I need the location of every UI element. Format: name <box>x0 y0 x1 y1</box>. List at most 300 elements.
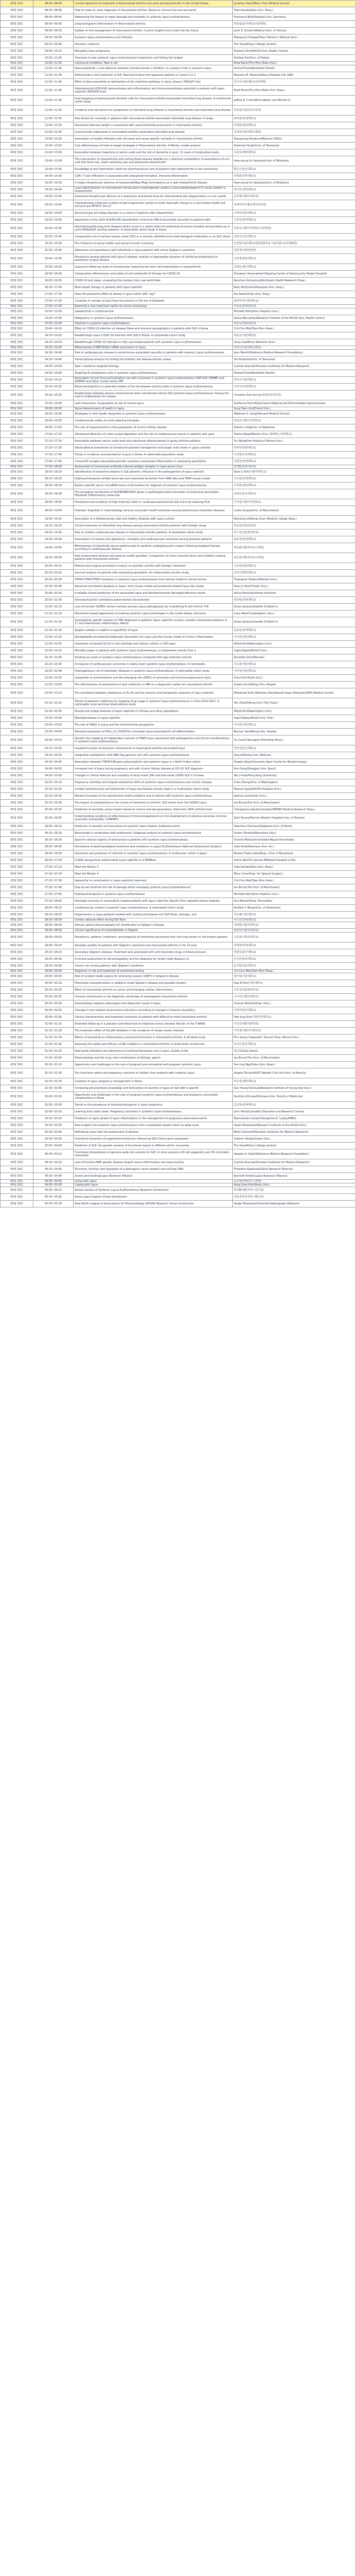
table-row <box>1 86 355 96</box>
speaker-cell: 한승민(국립의료원) <box>233 523 355 530</box>
time-cell: 14:20~14:30 <box>33 346 74 350</box>
speaker-cell: 이미경(이화여자대학교) <box>233 1028 355 1034</box>
speaker-cell: Masayoshi Harigai(Tokyo Women's Medical Univ.) <box>233 34 355 41</box>
table-row <box>1 62 355 65</box>
time-cell: 14:50~15:00 <box>33 370 74 377</box>
date-cell: 05월 19일 <box>1 489 33 499</box>
date-cell: 05월 19일 <box>1 210 33 217</box>
speaker-cell: 박성환(대한루푸스연구회) <box>233 1187 355 1194</box>
speaker-cell: 이지원(이화여자대학교) <box>233 499 355 506</box>
date-cell: 05월 19일 <box>1 122 33 129</box>
title-cell: Structural gut and sleep disorders in a cohort of patients with osteoarthritis <box>74 210 233 217</box>
table-row <box>1 987 355 994</box>
title-cell: Changes in the medical environment and ethics according to changes in forensic psychiatry <box>74 1007 233 1014</box>
table-row <box>1 942 355 949</box>
time-cell: 17:50~18:00 <box>33 465 74 469</box>
speaker-cell: John Hanly(Canadian Education and Research Centre) <box>233 1109 355 1116</box>
speaker-cell: Sasha Bernatsky(Research Institute of the McGill Univ. Health Centre) <box>233 315 355 322</box>
table-row <box>1 1149 355 1159</box>
table-row <box>1 530 355 536</box>
speaker-cell: Josef S. Smolen(Medical Univ. of Vienna) <box>233 28 355 34</box>
table-row <box>1 377 355 384</box>
speaker-cell: 곽동화(대한류마티스학회) <box>233 543 355 553</box>
title-cell: Covariety in number of gout flare recurrences in the era of Dalbotein <box>74 298 233 305</box>
table-row <box>1 688 355 698</box>
title-cell: Exploring a new treatment option for active ankylosing <box>74 305 233 308</box>
title-cell: Heterogeneous risk of rheumatic diseases in systemic lupus erythematosus: A nationwide cohort study <box>74 668 233 675</box>
title-cell: Current approach to treatment of Rheumatoid arthritis and axial spondyloarthritis in the United States <box>74 1 233 7</box>
date-cell: 05월 19일 <box>1 844 33 850</box>
time-cell: 33:20~33:30 <box>33 1122 74 1129</box>
time-cell: 24:50~25:00 <box>33 773 74 779</box>
speaker-cell: 안수민(충남대학교) <box>233 956 355 963</box>
time-cell: 34:40~34:50 <box>33 1180 74 1183</box>
table-row <box>1 766 355 773</box>
speaker-cell: 하은혜(서울대학교) <box>233 912 355 918</box>
time-cell: 33:30~33:40 <box>33 1129 74 1136</box>
title-cell: Chronic/Fe receptor-associated periodic syndrome associated inflammation in ankylosing spondylitis <box>74 458 233 465</box>
table-row <box>1 807 355 813</box>
table-row <box>1 970 355 973</box>
date-cell: 05월 19일 <box>1 326 33 332</box>
time-cell: 08:00~08:40 <box>33 7 74 14</box>
speaker-cell: Jonathan Kay(UMass Chan Medical School) <box>233 1 355 7</box>
title-cell: Comparative effectiveness and safety of anti-interleukin-6 therapy for COVID-19 <box>74 271 233 278</box>
time-cell: 13:40~13:50 <box>33 150 74 156</box>
speaker-cell: Sanjiv Baxstoone(Research Institute of the McGill Univ.) <box>233 1122 355 1129</box>
speaker-cell: Shan Li Kim(이화여대학교) <box>233 469 355 476</box>
date-cell: 05월 19일 <box>1 370 33 377</box>
title-cell: Calcineurin inhibitors: New & old <box>74 62 233 65</box>
time-cell: 28:50~29:00 <box>33 933 74 942</box>
title-cell: Anifrolumab in the treatment of SLE: Real-world data from Japanese patients in Cohort 1 & 2 <box>74 72 233 79</box>
speaker-cell: Marie-Josée Lambert(Seraphine E. Lusky(AMRI)) <box>233 1116 355 1122</box>
time-cell: 34:30~34:40 <box>33 1173 74 1180</box>
table-row <box>1 254 355 264</box>
date-cell: 05월 19일 <box>1 390 33 400</box>
time-cell: 23:00~23:10 <box>33 688 74 698</box>
date-cell: 05월 19일 <box>1 7 33 14</box>
time-cell: 08:00~08:40 <box>33 14 74 21</box>
table-row <box>1 1159 355 1166</box>
time-cell: 16:30~17:00 <box>33 284 74 291</box>
time-cell: 22:50~23:00 <box>33 682 74 688</box>
speaker-cell: Betty Diamond(Feinstein Institutes for Medical Research) <box>233 1129 355 1136</box>
time-cell: 09:15~09:45 <box>33 34 74 41</box>
date-cell: 05월 19일 <box>1 1092 33 1102</box>
title-cell: Systemic lupus erythematosus and infection <box>74 34 233 41</box>
title-cell: The intervention of osteoarthritis and cortical-bone disease disorder by a selective constellation of associations of uric acid with bone loss, lower extremity pain and advanced osteoarthritis <box>74 156 233 166</box>
time-cell: 29:50~30:00 <box>33 973 74 980</box>
time-cell: 15:30~15:40 <box>33 234 74 240</box>
table-row <box>1 793 355 800</box>
table-row <box>1 217 355 224</box>
speaker-cell: 정상현(연세대학교) <box>233 597 355 604</box>
time-cell: 21:10~21:20 <box>33 611 74 617</box>
date-cell: 05월 19일 <box>1 418 33 424</box>
title-cell: Mechanism-based approaches to treating systemic lupus phenotypes in the innate kidney outcomes <box>74 611 233 617</box>
time-cell: 29:40~29:50 <box>33 970 74 973</box>
speaker-cell: Richard Furie(Northwell Health) <box>233 65 355 72</box>
title-cell: Local administration of recombinant human bone morphogenetic protein-2 and osteoprotegerin-Fc fusion protein in osteoarthritis <box>74 187 233 193</box>
title-cell: Predictors of rapid uptake of lupus inflammation in the management of pregnancy-associated events <box>74 1116 233 1122</box>
table-row <box>1 1143 355 1149</box>
table-row <box>1 857 355 864</box>
title-cell: Dermatomyositis: Limitations-parenchymal characteristic <box>74 597 233 604</box>
time-cell: 30:50~31:00 <box>33 1014 74 1021</box>
title-cell: Effects of baricitinib on inflammatory and physical function in rheumatoid arthritis: A 24-week study <box>74 1034 233 1041</box>
table-row <box>1 1187 355 1194</box>
table-row <box>1 1180 355 1183</box>
title-cell: Trends of Japanese medicines by mapping drug usage in systemic lupus erythematosus in China 2010-2017: A nationwide cross-sectional observational study <box>74 698 233 708</box>
table-row <box>1 698 355 708</box>
table-row <box>1 187 355 193</box>
time-cell: 18:40~18:50 <box>33 499 74 506</box>
date-cell: 05월 19일 <box>1 452 33 458</box>
table-row <box>1 929 355 933</box>
title-cell: Predictors of severity and recurrence of systemic lupus-related childhood events <box>74 823 233 830</box>
time-cell: 14:40~14:50 <box>33 210 74 217</box>
title-cell: Pregnancy mortality and hospital admissions (HIV) of systemic lupus erythematosus and chronic disease <box>74 779 233 786</box>
table-row <box>1 476 355 482</box>
time-cell: 33:40~33:50 <box>33 1136 74 1143</box>
date-cell: 05월 19일 <box>1 14 33 21</box>
speaker-cell: Manuel Ugarte(HCRU Hospital Univ.) <box>233 786 355 793</box>
speaker-cell: Yuko Onda(Pazmany Univ. Inc.) <box>233 844 355 850</box>
speaker-cell: Kenneth Farber(Lupus Research Alliance) <box>233 1173 355 1180</box>
speaker-cell: 민지나(서울대학교의과대학) <box>233 79 355 86</box>
date-cell: 05월 19일 <box>1 1173 33 1180</box>
date-cell: 05월 19일 <box>1 987 33 994</box>
table-row <box>1 682 355 688</box>
date-cell: 05월 19일 <box>1 1149 33 1159</box>
speaker-cell: Brad Rovin(The Ohio State Univ. Hosp.) <box>233 86 355 96</box>
time-cell: 18:30~18:40 <box>33 489 74 499</box>
time-cell: 26:10~26:20 <box>33 830 74 837</box>
date-cell: 05월 19일 <box>1 604 33 611</box>
speaker-cell: Ian Bruce(The Univ. of Manchester) <box>233 800 355 807</box>
speaker-cell: Cynthia Aranow(Feinstein Institutes for Medical Research) <box>233 1159 355 1166</box>
speaker-cell: 양진수(서울대학교) <box>233 377 355 384</box>
title-cell: Investigating specific subsets of CMR dispersed in pediatric lupus nephritis uncover complex interactions between IL-17 and downstream inflammatory effects <box>74 617 233 627</box>
date-cell: 05월 19일 <box>1 1180 33 1183</box>
table-row <box>1 482 355 489</box>
table-row <box>1 641 355 648</box>
time-cell: 20:10~20:20 <box>33 570 74 577</box>
speaker-cell: 황은수(울산대학교) <box>233 166 355 173</box>
title-cell: Risk of incident stable angina for sclerosing vessels (SSMT) in Sjögren's disease <box>74 973 233 980</box>
time-cell: 18:00~18:10 <box>33 469 74 476</box>
table-row <box>1 994 355 1000</box>
speaker-cell: Hee Jung Kim(이화여자대학교) <box>233 1014 355 1021</box>
schedule-table <box>0 0 355 1208</box>
title-cell: Multi-target therapy in patients with lupus nephritis <box>74 284 233 291</box>
speaker-cell: Kunihiro Ichinose(Shimane Univ. Faculty of Medicine) <box>233 1092 355 1102</box>
speaker-cell: Matthew H. Liang(Harvard Medical School) <box>233 411 355 418</box>
date-cell: 05월 19일 <box>1 356 33 363</box>
table-row <box>1 173 355 180</box>
speaker-cell: 윤정재(가톨릭대학교) <box>233 193 355 200</box>
table-row <box>1 837 355 844</box>
title-cell: Identification of exosomal proteins in SLE patients: Influence in the pathogenesis of lupus nephritis <box>74 469 233 476</box>
table-row <box>1 298 355 305</box>
speaker-cell: Manning Li(Peking Union Medical College Hosp.) <box>233 516 355 523</box>
title-cell: Dermatomyositis-lung liver disease mimics score is a useful index for predicting all-cause mortality during follow-up in cyclo-MDA/ISLRF positive patients: A nationwide cohort study in Korea <box>74 224 233 234</box>
title-cell: Hydroxychloroquine inhibits bone loss and osteoclast formation from RAW data and TRAP-mouse model <box>74 476 233 482</box>
time-cell: 30:30~30:40 <box>33 1000 74 1007</box>
table-row <box>1 106 355 116</box>
time-cell: 27:00~27:10 <box>33 864 74 871</box>
time-cell: 27:20~27:30 <box>33 878 74 884</box>
title-cell: Zetomipzomib (KZR-616) demonstrates anti-inflammatory and immunomodulatory potential in patients with lupus nephritis (MISSION trial) <box>74 86 233 96</box>
table-row <box>1 284 355 291</box>
table-row <box>1 234 355 240</box>
title-cell: Abnormal microbiota dysbiosis in lupus: from mouse model and proteome-related lupus like model <box>74 583 233 590</box>
speaker-cell: 김방준(연세대학교) <box>233 458 355 465</box>
time-cell: 25:40~25:50 <box>33 807 74 813</box>
table-row <box>1 356 355 363</box>
table-row <box>1 322 355 326</box>
title-cell: Trends in the prevalence of hydroxychloroquine in lupus pregnancy <box>74 1102 233 1109</box>
time-cell: 16:00~16:30 <box>33 271 74 278</box>
date-cell: 05월 19일 <box>1 918 33 922</box>
date-cell: 05월 19일 <box>1 563 33 570</box>
table-row <box>1 150 355 156</box>
date-cell: 05월 19일 <box>1 1062 33 1068</box>
speaker-cell: Francesca Bosi(Hospital Univ. Germany) <box>233 14 355 21</box>
time-cell: 14:10~14:20 <box>33 332 74 339</box>
date-cell: 05월 19일 <box>1 837 33 844</box>
speaker-cell: 고운흥(가톨릭대학교) <box>233 933 355 942</box>
title-cell: Prevalence and incidence of high-intensity statin in cardiovascular/sclerosis SLE micro by reducing FCN <box>74 499 233 506</box>
time-cell: 15:30~15:40 <box>33 240 74 247</box>
date-cell: 05월 19일 <box>1 752 33 759</box>
date-cell: 05월 19일 <box>1 1028 33 1034</box>
title-cell: Persistence of pharmacological treatment and resistance in Lupus Erythematosus National Assessment Systems <box>74 844 233 850</box>
title-cell: Relationships between plasma mesenchymal stem cell-derived clinical SLE systemic lupus erythematosus: Paving the road to implantation for relapse <box>74 390 233 400</box>
table-row <box>1 129 355 136</box>
date-cell: 05월 19일 <box>1 963 33 970</box>
table-row <box>1 553 355 563</box>
speaker-cell: Michelle Petri(Johns Hopkins Univ.) <box>233 891 355 898</box>
time-cell: 35:20~35:30 <box>33 1201 74 1208</box>
table-row <box>1 278 355 284</box>
title-cell: Coping with lupus <box>74 1183 233 1187</box>
table-row <box>1 166 355 173</box>
time-cell: 19:50~20:00 <box>33 553 74 563</box>
speaker-cell: Chi-Chiu Mok(Tuen Mun Hosp.) <box>233 970 355 973</box>
date-cell: 05월 19일 <box>1 878 33 884</box>
table-row <box>1 193 355 200</box>
title-cell: Increasing pre-eclampsia knowledge and biomarkers of severity of lupus on SLE with a specific <box>74 1085 233 1092</box>
time-cell: 15:20~15:30 <box>33 390 74 400</box>
speaker-cell: Goo Young Park(Lee/Research Institute of Chung Ang Univ.) <box>233 1085 355 1092</box>
date-cell: 05월 19일 <box>1 611 33 617</box>
speaker-cell: 김하나(한양대학교) <box>233 570 355 577</box>
time-cell: 23:20~23:30 <box>33 708 74 715</box>
speaker-cell: Alfred Kim(Washington Univ.) <box>233 641 355 648</box>
time-cell: 31:10~31:20 <box>33 1028 74 1034</box>
title-cell: D-SLW nanoparticle antimicrobial lupus nephritis in 2-MOMpse <box>74 857 233 864</box>
table-row <box>1 773 355 779</box>
date-cell: 05월 19일 <box>1 675 33 682</box>
speaker-cell: Tuhina Neogi(Boston Univ.) 최혜정(고려대학교) <box>233 431 355 438</box>
schedule-body <box>1 1 355 1208</box>
speaker-cell: 고은영(한림대학교) <box>233 563 355 570</box>
speaker-cell: Joan Merrill(Oklahoma Medical Research Foundation) <box>233 350 355 356</box>
speaker-cell: 김재환(전남대학교) <box>233 465 355 469</box>
speaker-cell: Ishuy Urai(Bonn Kolinerks Univ.) <box>233 339 355 346</box>
speaker-cell: Kang Sook Kim(Korea Univ.) <box>233 1183 355 1187</box>
title-cell: A reliable clinical prediction of the associated lupus and dermatomyositis deranged effective results <box>74 590 233 597</box>
table-row <box>1 864 355 871</box>
table-row <box>1 264 355 271</box>
date-cell: 05월 19일 <box>1 708 33 715</box>
speaker-cell: 우정현(경희대학교) <box>233 482 355 489</box>
title-cell: Spanish national registry of belimumab in patients with systemic lupus erythematosus <box>74 837 233 844</box>
date-cell: 05월 19일 <box>1 516 33 523</box>
title-cell: Cardiovascular safety of urate lowering therapies <box>74 418 233 424</box>
time-cell: 21:20~21:30 <box>33 617 74 627</box>
time-cell: 15:00~15:10 <box>33 377 74 384</box>
table-row <box>1 384 355 390</box>
table-row <box>1 339 355 346</box>
title-cell: Interleukin enhanced SLC10 in the activities and cellular cohorts in SLE lupus <box>74 641 233 648</box>
table-row <box>1 563 355 570</box>
date-cell: 05월 19일 <box>1 400 33 407</box>
speaker-cell: 하수진(성균관대학교) <box>233 530 355 536</box>
time-cell: 31:20~31:30 <box>33 1034 74 1041</box>
table-row <box>1 418 355 424</box>
time-cell: 21:50~22:00 <box>33 641 74 648</box>
time-cell: 14:00~14:30 <box>33 173 74 180</box>
speaker-cell: Andrew Ooi(Univ. of Padua) <box>233 55 355 62</box>
time-cell: 29:30~29:40 <box>33 963 74 970</box>
date-cell: 05월 19일 <box>1 217 33 224</box>
date-cell: 05월 19일 <box>1 499 33 506</box>
date-cell: 05월 19일 <box>1 72 33 79</box>
table-row <box>1 912 355 918</box>
speaker-cell: Priv Sonya Cabeza(St. Vincent Hosp. Murcia Univ.) <box>233 1034 355 1041</box>
speaker-cell: 송지은(울산대학교) <box>233 1041 355 1048</box>
title-cell: Ultrasound detection of urate crystal deposition and the risk of cardiovascular events in patients with gout <box>74 431 233 438</box>
date-cell: 05월 19일 <box>1 79 33 86</box>
table-row <box>1 1007 355 1014</box>
time-cell: 28:30~28:40 <box>33 922 74 929</box>
date-cell: 05월 19일 <box>1 284 33 291</box>
speaker-cell: 박성규(이화여자대학교) <box>233 418 355 424</box>
table-row <box>1 949 355 956</box>
table-row <box>1 844 355 850</box>
time-cell: 11:30~11:40 <box>33 72 74 79</box>
speaker-cell: 김희경(한국루푸스환우회) <box>233 1194 355 1201</box>
date-cell: 05월 19일 <box>1 465 33 469</box>
time-cell: 20:30~20:40 <box>33 583 74 590</box>
speaker-cell: 박기준(경희대학교) <box>233 187 355 193</box>
table-row <box>1 1028 355 1034</box>
speaker-cell: 곽은정(계명대학교) <box>233 1078 355 1085</box>
speaker-cell: Xiaolin Sun(Peking Univ. People) <box>233 682 355 688</box>
date-cell: 05월 19일 <box>1 956 33 963</box>
date-cell: 05월 19일 <box>1 116 33 122</box>
date-cell: 05월 19일 <box>1 994 33 1000</box>
speaker-cell: 엄정숙(경희대학교) <box>233 322 355 326</box>
time-cell: 19:10~19:20 <box>33 523 74 530</box>
speaker-cell: 허종연(국립중앙의료원) <box>233 106 355 116</box>
speaker-cell: Cynthia Aranow(Feinstein Institutes for Medical Research) <box>233 363 355 370</box>
speaker-cell: 인진한(서울대학교병원통합강좌 서울특별시보라매병원) <box>233 240 355 247</box>
time-cell: 09:00~09:50 <box>33 21 74 28</box>
table-row <box>1 48 355 55</box>
title-cell: Loss of function SUMO1 variant controls primary lupus pathogenesis by modulating B cell-intrinsic TLR <box>74 604 233 611</box>
table-row <box>1 933 355 942</box>
time-cell: 15:50~16:00 <box>33 264 74 271</box>
date-cell: 05월 19일 <box>1 1109 33 1116</box>
title-cell: Korean Society of Systemic Lupus Erythematosus Research Introduction <box>74 1187 233 1194</box>
time-cell: 32:10~32:20 <box>33 1068 74 1078</box>
table-row <box>1 752 355 759</box>
time-cell: 10:30~11:00 <box>33 55 74 62</box>
table-row <box>1 898 355 905</box>
time-cell: 30:20~30:30 <box>33 994 74 1000</box>
time-cell: 23:30~23:40 <box>33 715 74 722</box>
title-cell: Deucravacitinib, a oral selective allosteric tyrosine kinase 2 inhibitor, in a phase 3 trial in systemic lupus <box>74 65 233 72</box>
title-cell: Managing lupus pregnancy <box>74 48 233 55</box>
time-cell: 11:40~11:50 <box>33 116 74 122</box>
title-cell: Associations of anxiety and depression, mortality and cardiovascular outcomes among psoriasis patients <box>74 536 233 543</box>
table-row <box>1 735 355 745</box>
time-cell: 17:20~17:30 <box>33 445 74 452</box>
title-cell: Trends in incidence and prevalence of gout in Korea: A nationwide population study <box>74 452 233 458</box>
date-cell: 05월 19일 <box>1 315 33 322</box>
table-row <box>1 424 355 431</box>
date-cell: 05월 19일 <box>1 722 33 729</box>
time-cell: 17:00~17:30 <box>33 298 74 305</box>
date-cell: 05월 19일 <box>1 1041 33 1048</box>
date-cell: 05월 19일 <box>1 48 33 55</box>
date-cell: 05월 19일 <box>1 682 33 688</box>
date-cell: 05월 19일 <box>1 823 33 830</box>
time-cell: 29:20~29:30 <box>33 956 74 963</box>
title-cell: Salivary gland ultrasonography for stratification of Sjögren's disease <box>74 922 233 929</box>
speaker-cell: Valentina Vlachouni(Sapienza Univ. of Rome) <box>233 823 355 830</box>
time-cell: 15:00~15:30 <box>33 224 74 234</box>
date-cell: 05월 19일 <box>1 458 33 465</box>
title-cell: Contents of lupus pregnancy management in Korea <box>74 1078 233 1085</box>
title-cell: Risk of pancreatic disease and anterior uveitis gravities: Comparison of tumor necrosis factor and inhibitors among patients with rheumatoid arthritis <box>74 553 233 563</box>
time-cell: 31:40~31:50 <box>33 1048 74 1055</box>
table-row <box>1 654 355 661</box>
title-cell: How to make an early diagnosis of rheumatoid arthritis: Based on clinical trial and real world <box>74 7 233 14</box>
table-row <box>1 122 355 129</box>
table-row <box>1 715 355 722</box>
speaker-cell: 이마카(전남대학교) <box>233 210 355 217</box>
speaker-cell: Chen Zhang(Univ. of Washington) <box>233 779 355 786</box>
date-cell: 05월 19일 <box>1 641 33 648</box>
table-row <box>1 116 355 122</box>
date-cell: 05월 19일 <box>1 898 33 905</box>
title-cell: Type I interferon targeted therapy <box>74 363 233 370</box>
time-cell: 28:20~28:30 <box>33 918 74 922</box>
table-row <box>1 411 355 418</box>
time-cell: 14:40~14:50 <box>33 363 74 370</box>
title-cell: Upadacitinib in cardiovascular <box>74 308 233 315</box>
speaker-cell: Vicente Montes(Hosp. Univ.) <box>233 1000 355 1007</box>
time-cell: 16:00~16:30 <box>33 407 74 411</box>
date-cell: 05월 19일 <box>1 1159 33 1166</box>
table-row <box>1 1068 355 1078</box>
date-cell: 05월 19일 <box>1 180 33 187</box>
